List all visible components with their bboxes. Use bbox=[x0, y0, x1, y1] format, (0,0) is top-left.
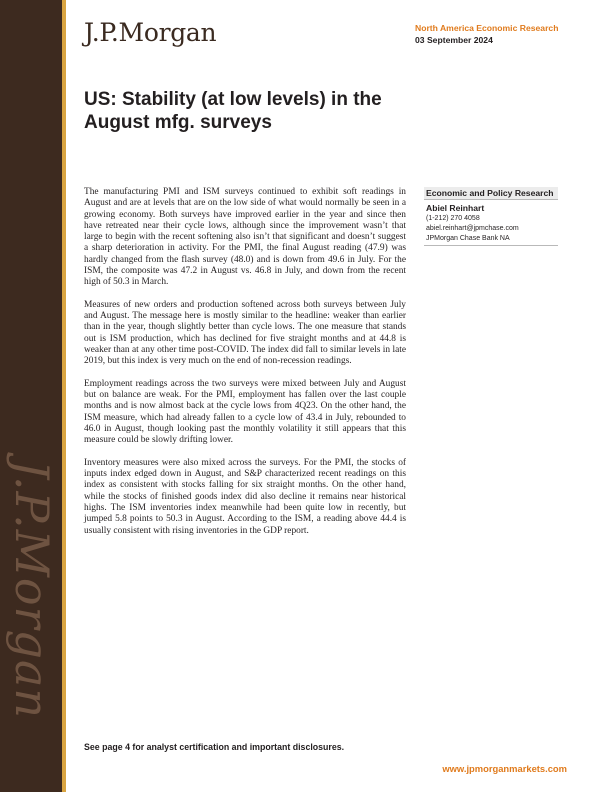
website-link[interactable]: www.jpmorganmarkets.com bbox=[442, 763, 567, 774]
report-date: 03 September 2024 bbox=[415, 35, 493, 45]
brand-sidebar: J.P.Morgan bbox=[0, 0, 62, 792]
body-paragraph: Measures of new orders and production softened across both surveys between July and August. The message here is mostly similar to the headline: weaker than earlier than in the year, though slightly better than cycle lows. The one measure that stands out is ISM production, which has declined for five straight months and at 44.8 is weaker than at any other time post-COVID. The index did fall to similar levels in late 2019, but this index is very much on the end of non-recession readings. bbox=[84, 299, 406, 367]
analyst-name: Abiel Reinhart bbox=[426, 203, 485, 213]
analyst-phone: (1-212) 270 4058 bbox=[426, 215, 480, 222]
analyst-email[interactable]: abiel.reinhart@jpmchase.com bbox=[426, 225, 519, 232]
analyst-entity: JPMorgan Chase Bank NA bbox=[426, 235, 510, 242]
article-body bbox=[84, 187, 406, 548]
department-heading: Economic and Policy Research bbox=[424, 187, 558, 200]
report-type: North America Economic Research bbox=[415, 23, 559, 33]
body-paragraph: Employment readings across the two surveys were mixed between July and August but on balance are weak. For the PMI, employment has fallen over the last couple months and is now almost back at the cycle lows from 4Q23. On the other hand, the ISM measure, which had already fallen to a cycle low of 43.4 in July, rebounded to 46.0 in August, though looking past the monthly volatility it still appears that this measure could be slowly drifting lower. bbox=[84, 378, 406, 446]
report-header bbox=[415, 23, 575, 45]
sidebar-accent-stripe bbox=[62, 0, 66, 792]
jpmorgan-logo: J.P.Morgan bbox=[84, 18, 217, 47]
page-title: US: Stability (at low levels) in the August mfg. surveys bbox=[84, 89, 382, 133]
divider bbox=[424, 245, 558, 246]
body-paragraph: The manufacturing PMI and ISM surveys continued to exhibit soft readings in August and are at levels that are on the low side of what would normally be seen in a growing economy. Both surveys have improved earlier in the year and since then have retreated near their cycle lows, although since the improvement wasn’t that large to begin with the recent softening also isn’t that significant and doesn’t suggest a sharp deterioration in activity. For the PMI, the final August reading (47.9) was hardly changed from the flash survey (48.0) and is down from 49.6 in July. For the ISM, the composite was 47.2 in August vs. 46.8 in July, and down from the recent high of 50.3 in March. bbox=[84, 187, 406, 288]
body-paragraph: Inventory measures were also mixed across the surveys. For the PMI, the stocks of inputs index edged down in August, and S&P characterized recent readings on this index as consistent with stocks falling for six straight months. On the other hand, while the stocks of finished goods index did also decline it remains near historical highs. The ISM inventories index meanwhile had been quite low in recently, but jumped 5.8 points to 50.3 in August. According to the ISM, a reading above 44.4 is usually consistent with rising inventories in the GDP report. bbox=[84, 457, 406, 536]
disclosure-note: See page 4 for analyst certification and important disclosures. bbox=[84, 742, 345, 752]
analyst-contact-box bbox=[424, 187, 558, 246]
